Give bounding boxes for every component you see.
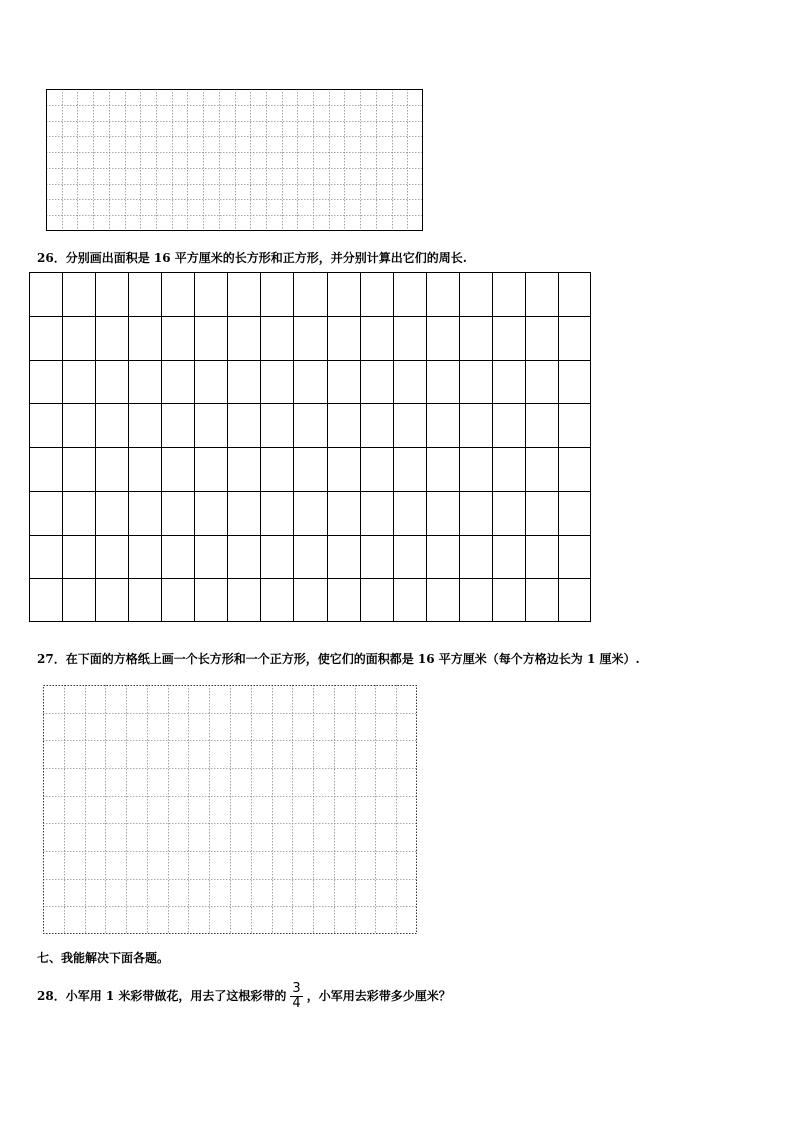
question-26 [37, 250, 467, 266]
question-27-text: 在下面的方格纸上画一个长方形和一个正方形，使它们的面积都是 16 平方厘米（每个方格边长为 1 厘米）. [65, 652, 640, 666]
top-dotted-grid [46, 89, 423, 231]
question-28-text-before: 小军用 1 米彩带做花，用去了这根彩带的 [65, 989, 287, 1003]
question-28-number: 28． [37, 989, 66, 1003]
question-28 [37, 982, 451, 1011]
question-27-number: 27． [37, 652, 66, 666]
fraction-three-quarters [290, 982, 302, 1011]
question-27-grid [43, 685, 417, 934]
fraction-denominator: 4 [292, 996, 301, 1011]
question-28-text-after: ，小军用去彩带多少厘米？ [306, 989, 451, 1003]
grid-lines [46, 89, 423, 231]
question-26-number: 26． [37, 251, 66, 265]
question-26-grid [29, 272, 591, 622]
fraction-numerator: 3 [292, 981, 301, 996]
section-7-heading: 七、我能解决下面各题。 [37, 951, 170, 965]
grid-lines [29, 272, 591, 622]
grid-lines [43, 685, 417, 934]
question-27 [37, 651, 640, 667]
grid-border [47, 90, 423, 231]
question-26-text: 分别画出面积是 16 平方厘米的长方形和正方形，并分别计算出它们的周长. [65, 251, 467, 265]
grid-border [44, 686, 417, 934]
